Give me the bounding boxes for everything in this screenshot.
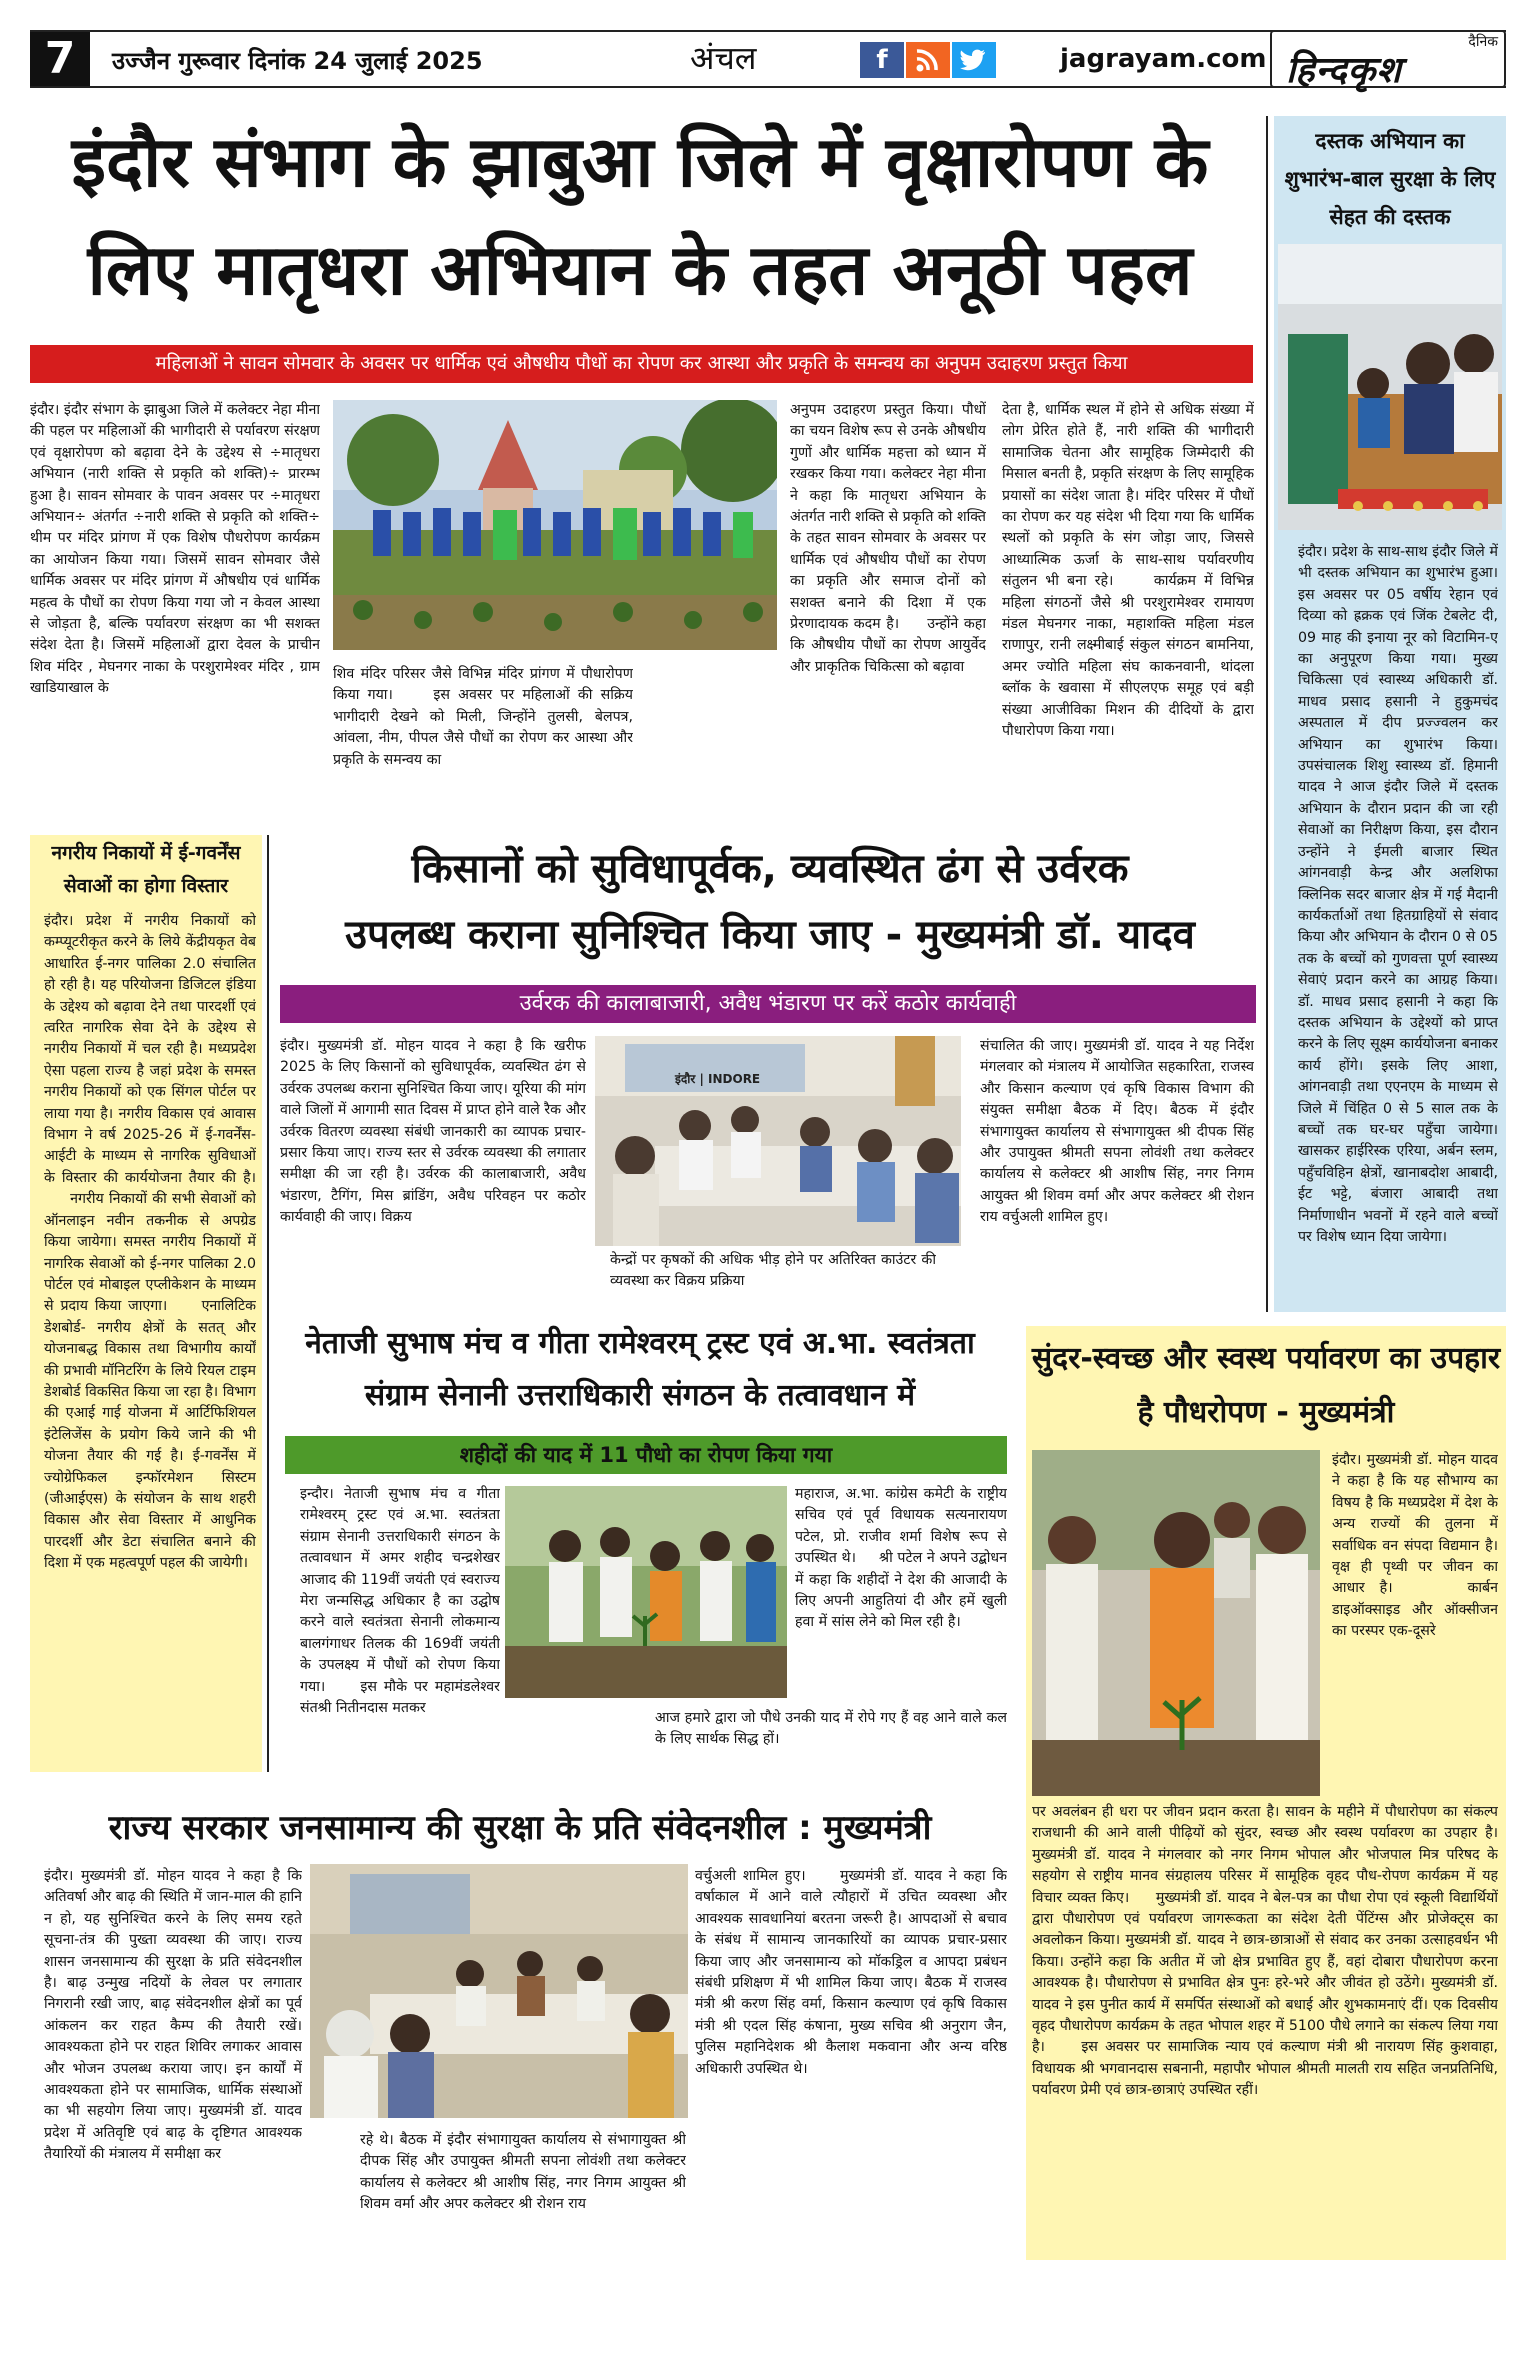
fertilizer-headline-line2: उपलब्ध कराना सुनिश्चित किया जाए - मुख्यमंत्री डॉ. यादव [345,912,1195,958]
plantation-headline: सुंदर-स्वच्छ और स्वस्थ पर्यावरण का उपहार है पौधरोपण - मुख्यमंत्री [1031,1341,1501,1430]
netaji-col1: इन्दौर। नेताजी सुभाष मंच व गीता रामेश्वरम् ट्रस्ट एवं अ.भा. स्वतंत्रता संग्राम सेनानी उत्तराधिकारी संगठन के तत्वावधान में अमर शहीद चन्द्रशेखर आजाद की 119वीं जयंती एवं स्वराज्य मेरा जन्मसिद्ध अधिकार है का उद्घोष करने वाले स्वतंत्रता सेनानी लोकमान्य बालगंगाधर तिलक की 169वीं जयंती के उपलक्ष्य में पौधों को रोपण किया गया। इस मौके पर महामंडलेश्वर संतश्री नितीनदास मतकर [300,1486,500,1717]
rule-left [267,835,269,1772]
fertilizer-col3: संचालित की जाए। मुख्यमंत्री डॉ. यादव ने यह निर्देश मंगलवार को मंत्रालय में आयोजित सहकारिता, राजस्व और किसान कल्याण एवं कृषि विकास विभाग की संयुक्त समीक्षा बैठक में दिए। बैठक में इंदौर संभागायुक्त कार्यालय से संभागायुक्त श्री दीपक सिंह और उपायुक्त श्रीमती सपना लोवंशी तथा कलेक्टर कार्यालय से कलेक्टर श्री आशीष सिंह, नगर निगम आयुक्त श्री शिवम वर्मा और अपर कलेक्टर श्री रोशन राय वर्चुअली शामिल हुए। [980,1038,1254,1226]
fertilizer-photo-sign: इंदौर | INDORE [675,1072,761,1086]
masthead [30,30,1506,91]
jhabua-plantation-photo [333,400,777,650]
plantation-side: इंदौर। मुख्यमंत्री डॉ. मोहन यादव ने कहा है कि यह सौभाग्य का विषय है कि मध्यप्रदेश में देश के अन्य राज्यों की तुलना में सर्वाधिक वन संपदा विद्यमान है। वृक्ष ही पृथ्वी पर जीवन का आधार है। कार्बन डाइऑक्साइड और ऑक्सीजन का परस्पर एक-दूसरे [1332,1452,1498,1640]
fertilizer-col1: इंदौर। मुख्यमंत्री डॉ. मोहन यादव ने कहा है कि खरीफ 2025 के लिए किसानों को सुविधापूर्वक, व्यवस्थित ढंग से उर्वरक उपलब्ध कराना सुनिश्चित किया जाए। यूरिया की मांग वाले जिलों में आगामी सात दिवस में प्राप्त होने वाले रैक और उर्वरक वितरण व्यवस्था संबंधी जानकारी का व्यापक प्रचार-प्रसार किया जाए। राज्य स्तर से उर्वरक व्यवस्था की लगातार समीक्षा की जा रही है। उर्वरक की कालाबाजारी, अवैध भंडारण, टैगिंग, मिस ब्रांडिंग, अवैध परिवहन पर कठोर कार्यवाही की जाए। विक्रय [280,1038,586,1226]
netaji-photo-caption: आज हमारे द्वारा जो पौधे उनकी याद में रोपे गए हैं वह आने वाले कल के लिए सार्थक सिद्ध हों। [655,1710,1007,1748]
fertilizer-meeting-photo [595,1036,961,1246]
dastak-health-photo [1278,244,1502,530]
rss-icon[interactable] [906,42,950,78]
safety-photo-caption: रहे थे। बैठक में इंदौर संभागायुक्त कार्यालय से संभागायुक्त श्री दीपक सिंह और उपायुक्त श्रीमती सपना लोवंशी तथा कलेक्टर कार्यालय से कलेक्टर श्री आशीष सिंह, नगर निगम आयुक्त श्री शिवम वर्मा और अपर कलेक्टर श्री रोशन राय [360,2132,686,2213]
paper-logo-name: हिन्दकृश [1286,50,1402,91]
netaji-subhead: शहीदों की याद में 11 पौधो का रोपण किया गया [459,1443,833,1467]
article1-col3-block [790,400,986,818]
egov-box [30,835,262,1772]
article1-col3-text: अनुपम उदाहरण प्रस्तुत किया। पौधों का चयन विशेष रूप से उनके औषधीय गुणों और धार्मिक महत्ता को ध्यान में रखकर किया गया। कलेक्टर नेहा मीना ने कहा कि मातृधरा अभियान के अंतर्गत नारी शक्ति से प्रकृति को शक्ति के तहत सावन सोमवार के अवसर पर धार्मिक एवं औषधीय पौधों का रोपण का प्रकृति और समाज दोनों को सशक्त बनाने की दिशा में एक प्रेरणादायक कदम है। उन्होंने कहा कि औषधीय पौधों का रोपण आयुर्वेद और प्राकृतिक चिकित्सा को बढ़ावा [790,402,986,675]
article1-subhead-band [30,345,1253,383]
facebook-icon[interactable]: f [860,42,904,78]
netaji-col3: महाराज, अ.भा. कांग्रेस कमेटी के राष्ट्रीय सचिव एवं पूर्व विधायक सत्यनारायण पटेल, प्रो. राजीव शर्मा विशेष रूप से उपस्थित थे। श्री पटेल ने अपने उद्बोधन में कहा कि शहीदों ने देश की आजादी के लिए अपनी आहुतियां दी और हमें खुली हवा में सांस लेने को मिल रही है। [795,1486,1007,1631]
article1-subhead: महिलाओं ने सावन सोमवार के अवसर पर धार्मिक एवं औषधीय पौधों का रोपण कर आस्था और प्रकृति के समन्वय का अनुपम उदाहरण प्रस्तुत किया [155,353,1128,374]
safety-col1: इंदौर। मुख्यमंत्री डॉ. मोहन यादव ने कहा है कि अतिवर्षा और बाढ़ की स्थिति में जान-माल की हानि न हो, यह सुनिश्चित करने के लिए समय रहते सूचना-तंत्र की पुख्ता व्यवस्था की जाए। राज्य शासन जनसामान्य की सुरक्षा के प्रति संवेदनशील है। बाढ़ उन्मुख नदियों के लेवल पर लगातार निगरानी रखी जाए, बाढ़ संवेदनशील क्षेत्रों का पूर्व आंकलन कर राहत कैम्प की तैयारी रखें। आवश्यकता होने पर राहत शिविर लगाकर आवास और भोजन उपलब्ध कराया जाए। इन कार्यों में आवश्यकता होने पर सामाजिक, धार्मिक संस्थाओं का भी सहयोग लिया जाए। मुख्यमंत्री डॉ. यादव प्रदेश में अतिवृष्टि एवं बाढ़ के दृष्टिगत आवश्यक तैयारियों की मंत्रालय में समीक्षा कर [44,1868,302,2163]
netaji-subhead-band [285,1436,1007,1474]
article1-headline: इंदौर संभाग के झाबुआ जिले में वृक्षारोपण के लिए मातृधरा अभियान के तहत अनूठी पहल [71,121,1209,311]
fertilizer-photo-caption: केन्द्रों पर कृषकों की अधिक भीड़ होने पर अतिरिक्त काउंटर की व्यवस्था कर विक्रय प्रक्रिया [610,1252,936,1290]
page-number: 7 [30,32,90,86]
dastak-box [1274,116,1506,1312]
fertilizer-subhead: उर्वरक की कालाबाजारी, अवैध भंडारण पर करें कठोर कार्यवाही [519,991,1017,1016]
egov-headline: नगरीय निकायों में ई-गवर्नेंस सेवाओं का होगा विस्तार [51,842,241,897]
dateline: उज्जैन गुरूवार दिनांक 24 जुलाई 2025 [112,47,483,75]
cm-plantation-photo [1032,1450,1320,1796]
safety-col3: वर्चुअली शामिल हुए। मुख्यमंत्री डॉ. यादव ने कहा कि वर्षाकाल में आने वाले त्यौहारों में उचित व्यवस्था और आवश्यक सावधानियां बरतना जरूरी है। आपदाओं से बचाव के संबंध में सामान्य जानकारियों का व्यापक प्रचार-प्रसार किया जाए और जनसामान्य को मॉकड्रिल व आपदा प्रबंधन संबंधी प्रशिक्षण में भी शामिल किया जाए। बैठक में राजस्व मंत्री श्री करण सिंह वर्मा, किसान कल्याण एवं कृषि विकास मंत्री श्री एदल सिंह कंषाना, मुख्य सचिव श्री अनुराग जैन, पुलिस महानिदेशक श्री कैलाश मकवाना और अन्य वरिष्ठ अधिकारी उपस्थित थे। [695,1868,1007,2077]
safety-meeting-photo [310,1864,688,2118]
article1-col4: देता है, धार्मिक स्थल में होने से अधिक संख्या में लोग प्रेरित होते हैं, नारी शक्ति की भागीदारी सामाजिक चेतना और सामूहिक जिम्मेदारी की मिसाल बनती है, प्रकृति संरक्षण के लिए सामूहिक प्रयासों का संदेश जाता है। मंदिर परिसर में पौधों का रोपण कर यह संदेश भी दिया गया कि धार्मिक स्थलों को प्रकृति के संग जोड़ा जाए, जिससे आध्यात्मिक ऊर्जा के साथ-साथ पर्यावरणीय संतुलन भी बना रहे। कार्यक्रम में विभिन्न महिला संगठनों जैसे श्री परशुरामेश्वर रामायण मंडल मेघनगर नाका, महाशक्ति महिला मंडल राणापुर, रानी लक्ष्मीबाई संकुल संगठन बामनिया, अमर ज्योति महिला संघ काकनवानी, थांदला ब्लॉक के खवासा में सीएलएफ समूह एवं बड़ी संख्या आजीविका मिशन की दीदियों के द्वारा पौधारोपण किया गया। [1002,402,1254,740]
netaji-headline-line2: संग्राम सेनानी उत्तराधिकारी संगठन के तत्वावधान में [364,1378,916,1413]
twitter-icon[interactable] [952,42,996,78]
article1-col1: इंदौर। इंदौर संभाग के झाबुआ जिले में कलेक्टर नेहा मीना की पहल पर महिलाओं की भागीदारी से पर्यावरण संरक्षण एवं वृक्षारोपण को बढ़ावा देने के उद्देश्य से ÷मातृधरा अभियान (नारी शक्ति से प्रकृति को शक्ति)÷ प्रारम्भ हुआ है। सावन सोमवार के पावन अवसर पर ÷मातृधरा अभियान÷ अंतर्गत ÷नारी शक्ति से प्रकृति को शक्ति÷ थीम पर मंदिर प्रांगण में एक विशेष पौधरोपण कार्यक्रम का आयोजन किया गया। जिसमें सावन सोमवार जैसे धार्मिक अवसर पर मंदिर प्रांगण में औषधीय एवं धार्मिक महत्व के पौधों का रोपण किया गया जो न केवल आस्था से जोड़ता है, बल्कि पर्यावरण संरक्षण का भी सशक्त संदेश देता है। जिसमें महिलाओं द्वारा देवल के प्राचीन शिव मंदिर , मेघनगर नाका के परशुरामेश्वर मंदिर , ग्राम खाडियाखाल के [30,402,320,697]
plantation-box [1026,1326,1506,2260]
paper-logo [1270,30,1506,91]
safety-headline: राज्य सरकार जनसामान्य की सुरक्षा के प्रति संवेदनशील : मुख्यमंत्री [108,1808,932,1848]
article1-col2: शिव मंदिर परिसर जैसे विभिन्न मंदिर प्रांगण में पौधारोपण किया गया। इस अवसर पर महिलाओं की सक्रिय भागीदारी देखने को मिली, जिन्होंने तुलसी, बेलपत्र, आंवला, नीम, पीपल जैसे पौधों का रोपण कर आस्था और प्रकृति के समन्वय का [333,666,633,768]
plantation-body: पर अवलंबन ही धरा पर जीवन प्रदान करता है। सावन के महीने में पौधारोपण का संकल्प राजधानी की आने वाली पीढ़ियों को सुंदर, स्वच्छ और स्वस्थ पर्यावरण का उपहार है। मुख्यमंत्री डॉ. यादव ने मंगलवार को नगर निगम भोपाल और भोजपाल मित्र परिषद के सहयोग से राष्ट्रीय मानव संग्रहालय परिसर में सामूहिक वृहद पौध-रोपण कार्यक्रम में यह विचार व्यक्त किए। मुख्यमंत्री डॉ. यादव ने बेल-पत्र का पौधा रोपा एवं स्कूली विद्यार्थियों द्वारा पौधारोपण एवं पर्यावरण जागरूकता का संदेश देती पेंटिंग्स और प्रोजेक्ट्स का अवलोकन किया। मुख्यमंत्री डॉ. यादव ने छात्र-छात्राओं से संवाद कर उनका उत्साहवर्धन भी किया। उन्होंने कहा कि अतीत में जो क्षेत्र प्रभावित हुए हैं, वहां दोबारा पौधारोपण करना आवश्यक है। पौधारोपण से प्रभावित क्षेत्र पुनः हरे-भरे और जीवंत हो उठेंगे। मुख्यमंत्री डॉ. यादव ने इस पुनीत कार्य में समर्पित संस्थाओं को बधाई और शुभकामनाएं दीं। एक दिवसीय वृहद पौधारोपण कार्यक्रम के तहत भोपाल शहर में 5100 पौधे लगाने का संकल्प लिया गया है। इस अवसर पर सामाजिक न्याय एवं कल्याण मंत्री श्री नारायण सिंह कुशवाहा, विधायक श्री भगवानदास सबनानी, महापौर भोपाल श्रीमती मालती राय सहित जनप्रतिनिधि, पर्यावरण प्रेमी एवं छात्र-छात्राएं उपस्थित रहीं। [1032,1804,1498,2099]
paper-logo-prefix: दैनिक [1468,34,1498,50]
dastak-body: इंदौर। प्रदेश के साथ-साथ इंदौर जिले में भी दस्तक अभियान का शुभारंभ हुआ। इस अवसर पर 05 वर्षीय रेहान एवं दिव्या को ह्रक्रक एवं जिंक टेबलेट दी, 09 माह की इनाया नूर को विटामिन-ए का अनुपूरण किया गया। मुख्य चिकित्सा एवं स्वास्थ्य अधिकारी डॉ. माधव प्रसाद हसानी ने हुकुमचंद अस्पताल में दीप प्रज्ज्वलन कर अभियान का शुभारंभ किया। उपसंचालक शिशु स्वास्थ्य डॉ. हिमानी यादव ने आज इंदौर जिले में दस्तक अभियान के दौरान प्रदान की जा रही सेवाओं का निरीक्षण किया, इस दौरान उन्होंने ने ईमली बाजार स्थित आंगनवाड़ी केन्द्र और अलशिफा क्लिनिक सदर बाजार क्षेत्र में गई मैदानी कार्यकर्ताओं तथा हितग्राहियों से संवाद किया और अभियान के दौरान 0 से 05 तक के बच्चों को गुणवत्ता पूर्ण स्वास्थ्य सेवाएं प्रदान करने का आग्रह किया। डॉ. माधव प्रसाद हसानी ने कहा कि दस्तक अभियान के उद्देश्यों को प्राप्त करने के लिए सूक्ष्म कार्ययोजना बनाकर कार्य होंगे। इसके लिए आशा, आंगनवाड़ी तथा एएनएम के माध्यम से जिले में चिंहित 0 से 5 साल तक के बच्चों तक घर-घर पहुँचा जायेगा। खासकर हाईरिस्क एरिया, अर्बन स्लम, पहुँचविहिन क्षेत्रों, खानाबदोश आबादी, ईट भट्टे, बंजारा आबादी तथा निर्माणाधीन भवनों में रहने वाले बच्चों पर विशेष ध्यान दिया जायेगा। [1298,544,1498,1245]
egov-body: इंदौर। प्रदेश में नगरीय निकायों को कम्प्यूटरीकृत करने के लिये केंद्रीयकृत वेब आधारित ई-नगर पालिका 2.0 संचालित हो रही है। यह परियोजना डिजिटल इंडिया के उद्देश्य को बढ़ावा देने तथा पारदर्शी एवं त्वरित नागरिक सेवा देने के उद्देश्य से नगरीय निकायों में चल रही है। मध्यप्रदेश ऐसा पहला राज्य है जहां प्रदेश के समस्त नगरीय निकायों को एक सिंगल पोर्टल पर लाया गया है। नगरीय विकास एवं आवास विभाग ने वर्ष 2025-26 में ई-गवर्नेंस-आईटी के माध्यम से नागरिक सुविधाओं के विस्तार की कार्ययोजना तैयार की है। नगरीय निकायों की सभी सेवाओं को ऑनलाइन नवीन तकनीक से अपग्रेड किया जायेगा। समस्त नगरीय निकायों में नागरिक सेवाओं को ई-नगर पालिका 2.0 पोर्टल एवं मोबाइल एप्लीकेशन के माध्यम से प्रदाय किया जाएगा। एनालिटिक डेशबोर्ड- नगरीय क्षेत्रों के सतत् और योजनाबद्ध विकास तथा विभागीय कार्यों की प्रभावी मॉनिटरिंग के लिये रियल टाइम डेशबोर्ड विकसित किया जा रहा है। विभाग की एआई गाई योजना में आर्टिफिशियल इंटेलिजेंस के प्रयोग किये जाने की भी योजना तैयार की गई है। ई-गवर्नेंस में ज्योग्रेफिकल इन्फॉरमेशन सिस्टम (जीआईएस) के संयोजन के साथ शहरी विकास और सेवा विस्तार में आधुनिक पारदर्शी और डेटा संचालित बनाने की दिशा में एक महत्वपूर्ण पहल की जायेगी। [44,913,256,1572]
fertilizer-headline-line1: किसानों को सुविधापूर्वक, व्यवस्थित ढंग से उर्वरक [411,846,1129,892]
netaji-plantation-photo [505,1486,787,1698]
dastak-headline: दस्तक अभियान का शुभारंभ-बाल सुरक्षा के लिए सेहत की दस्तक [1284,129,1496,229]
section-name: अंचल [690,39,757,77]
netaji-headline-line1: नेताजी सुभाष मंच व गीता रामेश्वरम् ट्रस्ट एवं अ.भा. स्वतंत्रता [305,1326,975,1361]
website-url[interactable]: jagrayam.com [1060,44,1267,74]
rule-right [1266,116,1268,1312]
social-icons [860,42,1000,78]
fertilizer-subhead-band [280,985,1256,1023]
